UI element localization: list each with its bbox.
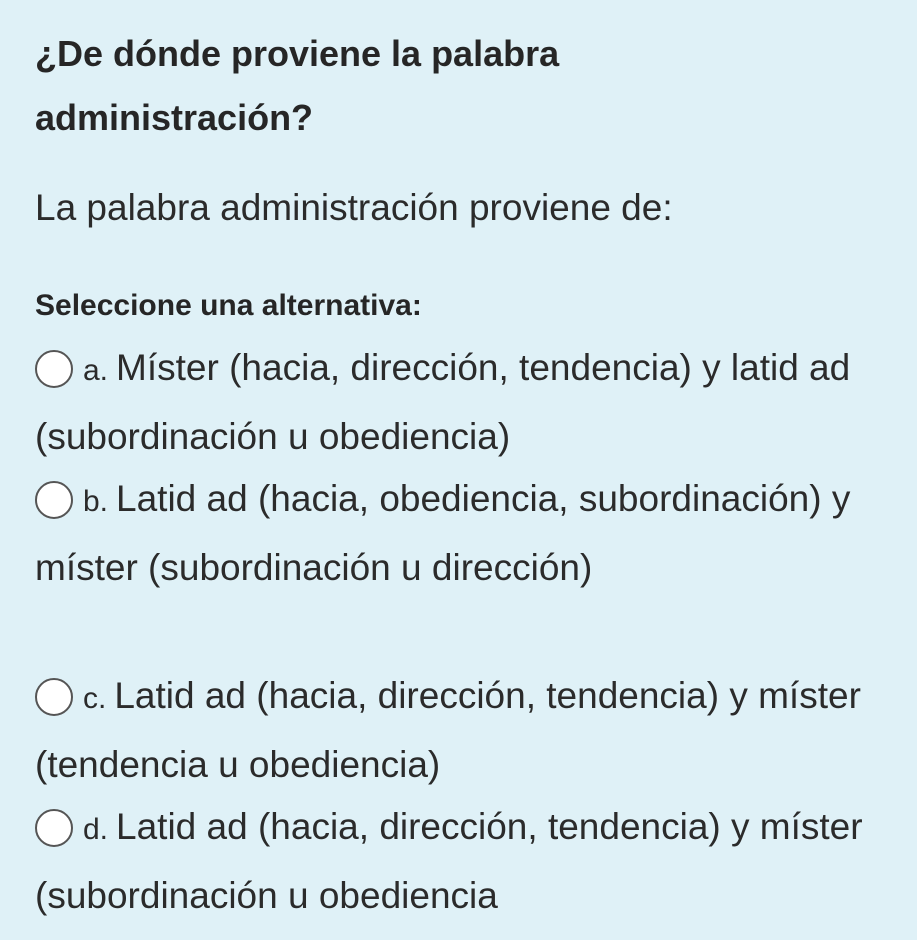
option-letter: c. [83,682,107,715]
option-d[interactable] [35,794,895,929]
option-text: Míster (hacia, dirección, tendencia) y latid ad (subordinación u obediencia) [35,347,851,457]
question-title: ¿De dónde proviene la palabra administración? [35,33,560,138]
question-prompt: La palabra administración proviene de: [35,187,673,228]
option-text: Latid ad (hacia, dirección, tendencia) y míster (tendencia u obediencia) [35,675,861,785]
option-c[interactable] [35,663,895,798]
option-letter: b. [83,485,109,518]
option-b[interactable] [35,466,895,601]
option-text: Latid ad (hacia, dirección, tendencia) y míster (subordinación u obediencia [35,806,863,916]
option-letter: d. [83,813,109,846]
option-letter: a. [83,354,109,387]
option-a[interactable] [35,335,895,470]
radio-button-b[interactable] [35,481,73,519]
select-alternative-label: Seleccione una alternativa: [35,289,422,322]
radio-button-d[interactable] [35,809,73,847]
radio-button-c[interactable] [35,678,73,716]
option-text: Latid ad (hacia, obediencia, subordinación) y míster (subordinación u dirección) [35,478,851,588]
radio-button-a[interactable] [35,350,73,388]
